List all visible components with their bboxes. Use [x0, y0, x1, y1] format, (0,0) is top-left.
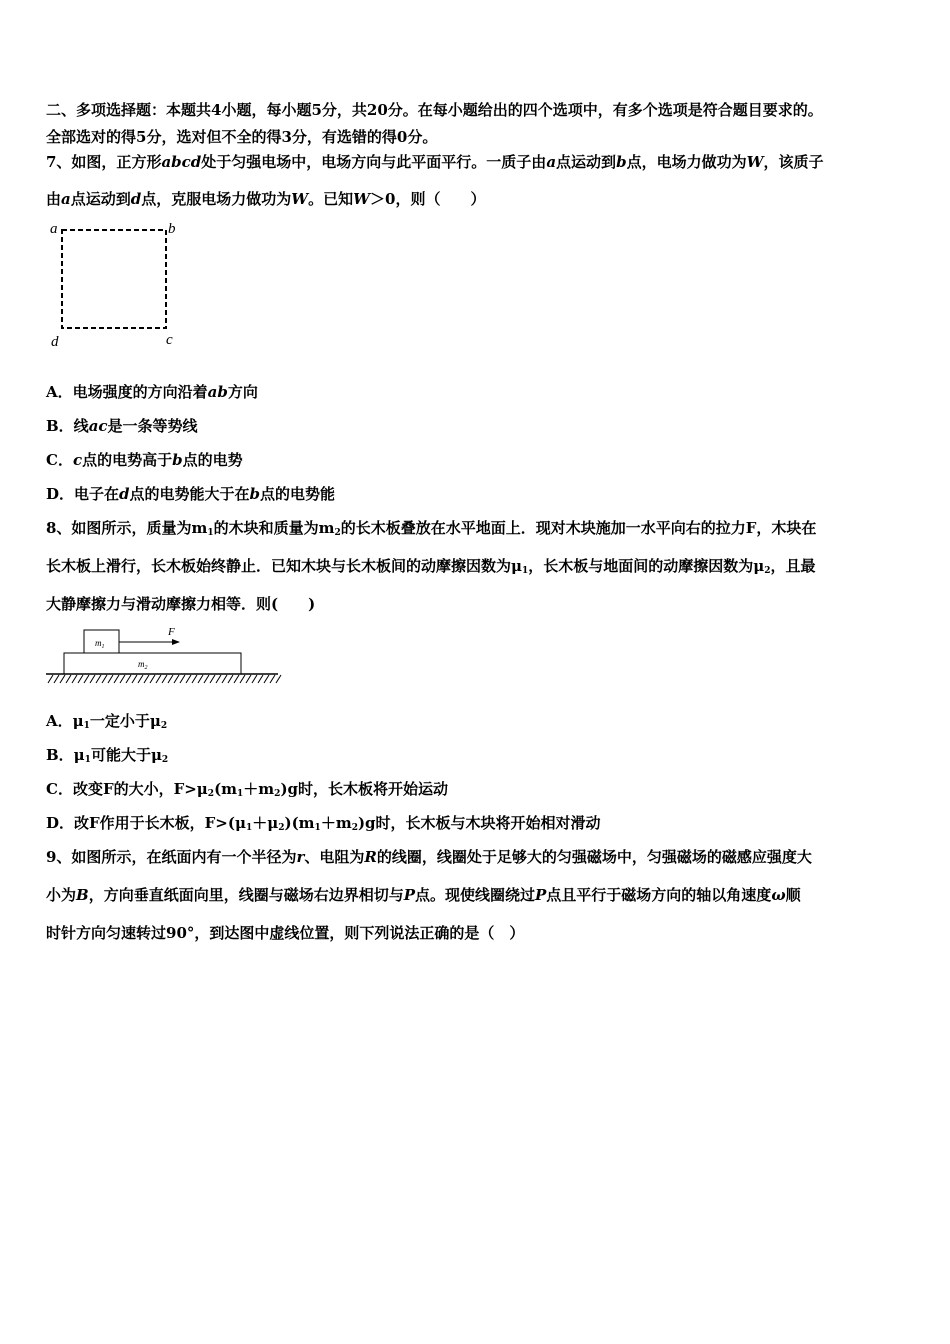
- q8-stem-line1: 8、如图所示，质量为$m_1$的木块和质量为$m_2$的长木板叠放在水平地面上．现对木块施加一水平向右的拉力F，木块在: [46, 519, 817, 538]
- q7-option-b[interactable]: B．线ac是一条等势线: [46, 417, 198, 435]
- hatch-line: [72, 675, 77, 683]
- label-d: d: [51, 334, 59, 350]
- hatch-line: [84, 675, 89, 683]
- hatch-line: [216, 675, 221, 683]
- hatch-line: [240, 675, 245, 683]
- hatch-line: [168, 675, 173, 683]
- hatch-line: [174, 675, 179, 683]
- hatch-line: [192, 675, 197, 683]
- q7-stem-line2: 由a点运动到d点，克服电场力做功为W。已知W＞0，则（ ）: [46, 190, 486, 208]
- hatch-line: [66, 675, 71, 683]
- q8-block-figure: [44, 622, 284, 688]
- hatch-line: [78, 675, 83, 683]
- ground-hatching: [48, 675, 281, 683]
- hatch-line: [48, 675, 53, 683]
- q8-option-d[interactable]: D．改F作用于长木板，$F>(\mu_1+\mu_2)(m_1+m_2)g$时，长木板与木块将开始相对滑动: [46, 814, 601, 833]
- hatch-line: [228, 675, 233, 683]
- hatch-line: [54, 675, 59, 683]
- label-c: c: [166, 332, 173, 348]
- hatch-line: [132, 675, 137, 683]
- q7-square-figure: [40, 215, 190, 355]
- label-m1: $m_1$: [95, 638, 105, 650]
- section-instructions: 全部选对的得5分，选对但不全的得3分，有选错的得0分。: [46, 128, 438, 146]
- section-heading: 二、多项选择题：本题共4小题，每小题5分，共20分。在每小题给出的四个选项中，有多个选项是符合题目要求的。: [46, 101, 823, 119]
- hatch-line: [96, 675, 101, 683]
- force-arrowhead: [172, 639, 180, 645]
- hatch-line: [258, 675, 263, 683]
- hatch-line: [252, 675, 257, 683]
- q8-stem-line2: 长木板上滑行，长木板始终静止．已知木块与长木板间的动摩擦因数为$\mu_1$，长木板与地面间的动摩擦因数为$\mu_2$，且最: [46, 557, 816, 576]
- hatch-line: [204, 675, 209, 683]
- hatch-line: [108, 675, 113, 683]
- q7-option-d[interactable]: D．电子在d点的电势能大于在b点的电势能: [46, 485, 336, 503]
- hatch-line: [198, 675, 203, 683]
- q9-stem-line2: 小为B，方向垂直纸面向里，线圈与磁场右边界相切与P点。现使线圈绕过P点且平行于磁场方向的轴以角速度ω顺: [46, 886, 801, 904]
- hatch-line: [276, 675, 281, 683]
- hatch-line: [234, 675, 239, 683]
- label-force: F: [168, 626, 175, 638]
- hatch-line: [210, 675, 215, 683]
- hatch-line: [126, 675, 131, 683]
- q9-stem-line3: 时针方向匀速转过90°，到达图中虚线位置，则下列说法正确的是（ ）: [46, 924, 525, 942]
- hatch-line: [102, 675, 107, 683]
- hatch-line: [222, 675, 227, 683]
- label-m2: $m_2$: [138, 659, 148, 671]
- hatch-line: [180, 675, 185, 683]
- hatch-line: [162, 675, 167, 683]
- hatch-line: [264, 675, 269, 683]
- q9-stem-line1: 9、如图所示，在纸面内有一个半径为r、电阻为R的线圈，线圈处于足够大的匀强磁场中，匀强磁场的磁感应强度大: [46, 848, 812, 866]
- hatch-line: [186, 675, 191, 683]
- hatch-line: [138, 675, 143, 683]
- hatch-line: [270, 675, 275, 683]
- q8-stem-line3: 大静摩擦力与滑动摩擦力相等．则( ): [46, 595, 316, 613]
- hatch-line: [156, 675, 161, 683]
- hatch-line: [150, 675, 155, 683]
- label-a: a: [50, 221, 58, 237]
- q7-stem-line1: 7、如图，正方形abcd处于匀强电场中，电场方向与此平面平行。一质子由a点运动到b点，电场力做功为W，该质子: [46, 153, 824, 171]
- hatch-line: [114, 675, 119, 683]
- hatch-line: [120, 675, 125, 683]
- dashed-square: [62, 230, 166, 328]
- hatch-line: [90, 675, 95, 683]
- q8-option-c[interactable]: C．改变F的大小，$F>\mu_2(m_1+m_2)g$时，长木板将开始运动: [46, 780, 449, 799]
- hatch-line: [144, 675, 149, 683]
- q7-option-a[interactable]: A．电场强度的方向沿着ab方向: [46, 383, 258, 401]
- board-m2: [64, 653, 241, 674]
- hatch-line: [246, 675, 251, 683]
- q8-option-a[interactable]: A．$\mu_1$一定小于$\mu_2$: [46, 712, 168, 731]
- hatch-line: [60, 675, 65, 683]
- q8-option-b[interactable]: B．$\mu_1$可能大于$\mu_2$: [46, 746, 169, 765]
- q7-option-c[interactable]: C．c点的电势高于b点的电势: [46, 451, 243, 469]
- label-b: b: [168, 221, 176, 237]
